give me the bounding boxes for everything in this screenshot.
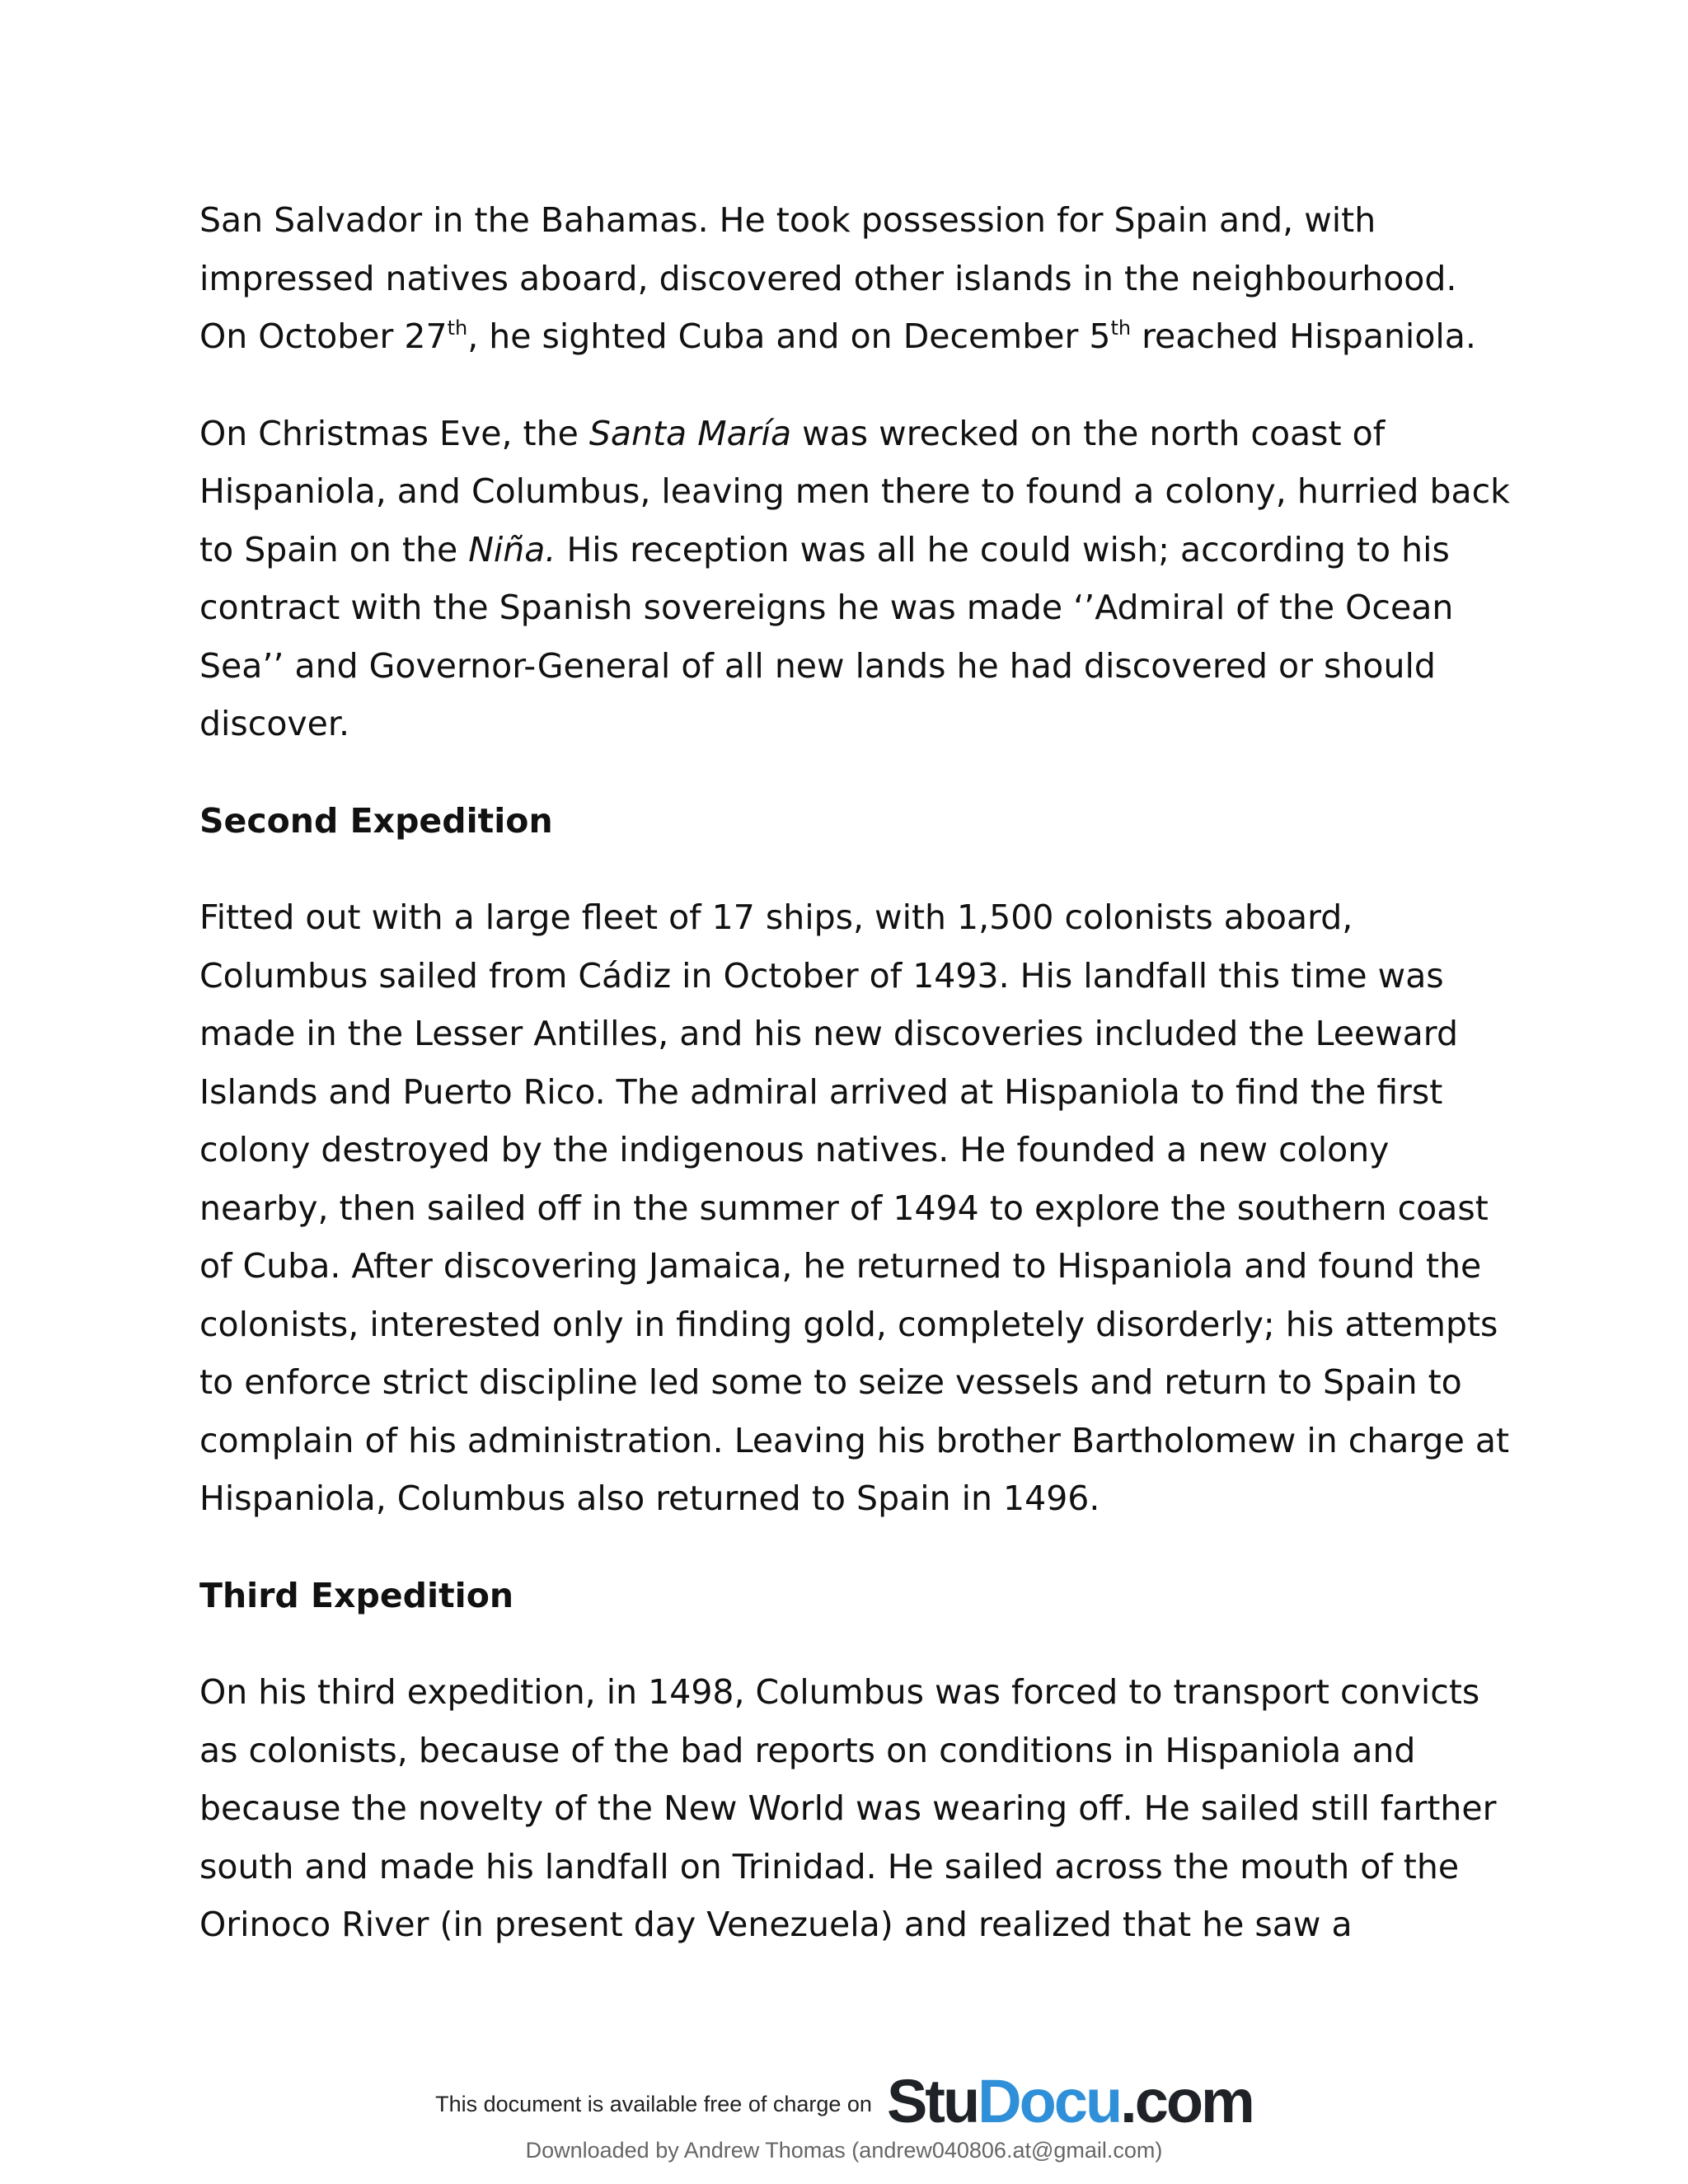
text-line: south and made his landfall on Trinidad. He sailed across the mouth of the <box>199 1846 1460 1886</box>
text-line: San Salvador in the Bahamas. He took possession for Spain and, with <box>199 200 1376 240</box>
text-line: colonists, interested only in finding gold, completely disorderly; his attempts <box>199 1304 1498 1344</box>
availability-text: This document is available free of charge on <box>435 2091 872 2116</box>
section-heading: Second Expedition <box>199 800 553 841</box>
ship-name-italic: Santa María <box>588 413 792 453</box>
text-line: Fitted out with a large fleet of 17 ships, with 1,500 colonists aboard, <box>199 898 1353 937</box>
text-span: His reception was all he could wish; according to his <box>556 529 1450 569</box>
logo-part: .com <box>1120 2067 1253 2135</box>
logo-part: Docu <box>978 2067 1121 2135</box>
text-line: Sea’’ and Governor-General of all new lands he had discovered or should <box>199 645 1436 686</box>
ship-name-italic: Niña. <box>468 529 556 569</box>
text-line: as colonists, because of the bad reports on conditions in Hispaniola and <box>199 1730 1416 1770</box>
text-line: because the novelty of the New World was wearing off. He sailed still farther <box>199 1788 1497 1828</box>
superscript: th <box>1110 316 1132 340</box>
downloaded-by-text: Downloaded by Andrew Thomas (andrew040806.at@gmail.com) <box>525 2138 1163 2163</box>
text-line: Islands and Puerto Rico. The admiral arrived at Hispaniola to find the first <box>199 1071 1443 1112</box>
text-line: nearby, then sailed off in the summer of 1494 to explore the southern coast <box>199 1188 1489 1228</box>
text-line <box>199 307 1502 366</box>
text-line <box>199 405 1502 463</box>
text-line: of Cuba. After discovering Jamaica, he returned to Hispaniola and found the <box>199 1246 1482 1286</box>
text-span: On Christmas Eve, the <box>199 413 589 453</box>
text-line <box>199 521 1502 579</box>
text-line: made in the Lesser Antilles, and his new discoveries included the Leeward <box>199 1014 1458 1053</box>
footer-brand-row <box>0 2069 1688 2135</box>
text-span: to Spain on the <box>199 529 469 569</box>
text-line: Orinoco River (in present day Venezuela) and realized that he saw a <box>199 1905 1353 1944</box>
text-line: Columbus sailed from Cádiz in October of 1493. His landfall this time was <box>199 955 1444 996</box>
text-line: Hispaniola, Columbus also returned to Spain in 1496. <box>199 1479 1100 1518</box>
text-line: to enforce strict discipline led some to seize vessels and return to Spain to <box>199 1362 1462 1402</box>
superscript: th <box>447 316 468 340</box>
logo-part: Stu <box>886 2067 978 2135</box>
text-line: On his third expedition, in 1498, Columbus was forced to transport convicts <box>199 1672 1480 1712</box>
text-span: was wrecked on the north coast of <box>791 413 1386 453</box>
section-heading: Third Expedition <box>199 1575 514 1615</box>
text-span: , he sighted Cuba and on December 5 <box>467 316 1111 356</box>
text-span: On October 27 <box>199 316 448 356</box>
text-line: impressed natives aboard, discovered other islands in the neighbourhood. <box>199 258 1457 298</box>
text-line: colony destroyed by the indigenous natives. He founded a new colony <box>199 1130 1390 1169</box>
document-body <box>199 191 1510 1993</box>
studocu-logo-link[interactable] <box>887 2069 1253 2135</box>
paragraph-first-voyage-end <box>199 191 1502 366</box>
text-line: contract with the Spanish sovereigns he was made ‘’Admiral of the Ocean <box>199 588 1454 627</box>
text-span: reached Hispaniola. <box>1131 316 1476 356</box>
paragraph-third-expedition <box>199 1663 1502 1954</box>
paragraph-second-expedition <box>199 888 1510 1528</box>
paragraph-christmas-eve <box>199 405 1510 753</box>
text-line: discover. <box>199 704 350 743</box>
page-footer <box>0 2069 1688 2163</box>
text-line: Hispaniola, and Columbus, leaving men there to found a colony, hurried back <box>199 471 1510 511</box>
text-line: complain of his administration. Leaving his brother Bartholomew in charge at <box>199 1420 1510 1460</box>
